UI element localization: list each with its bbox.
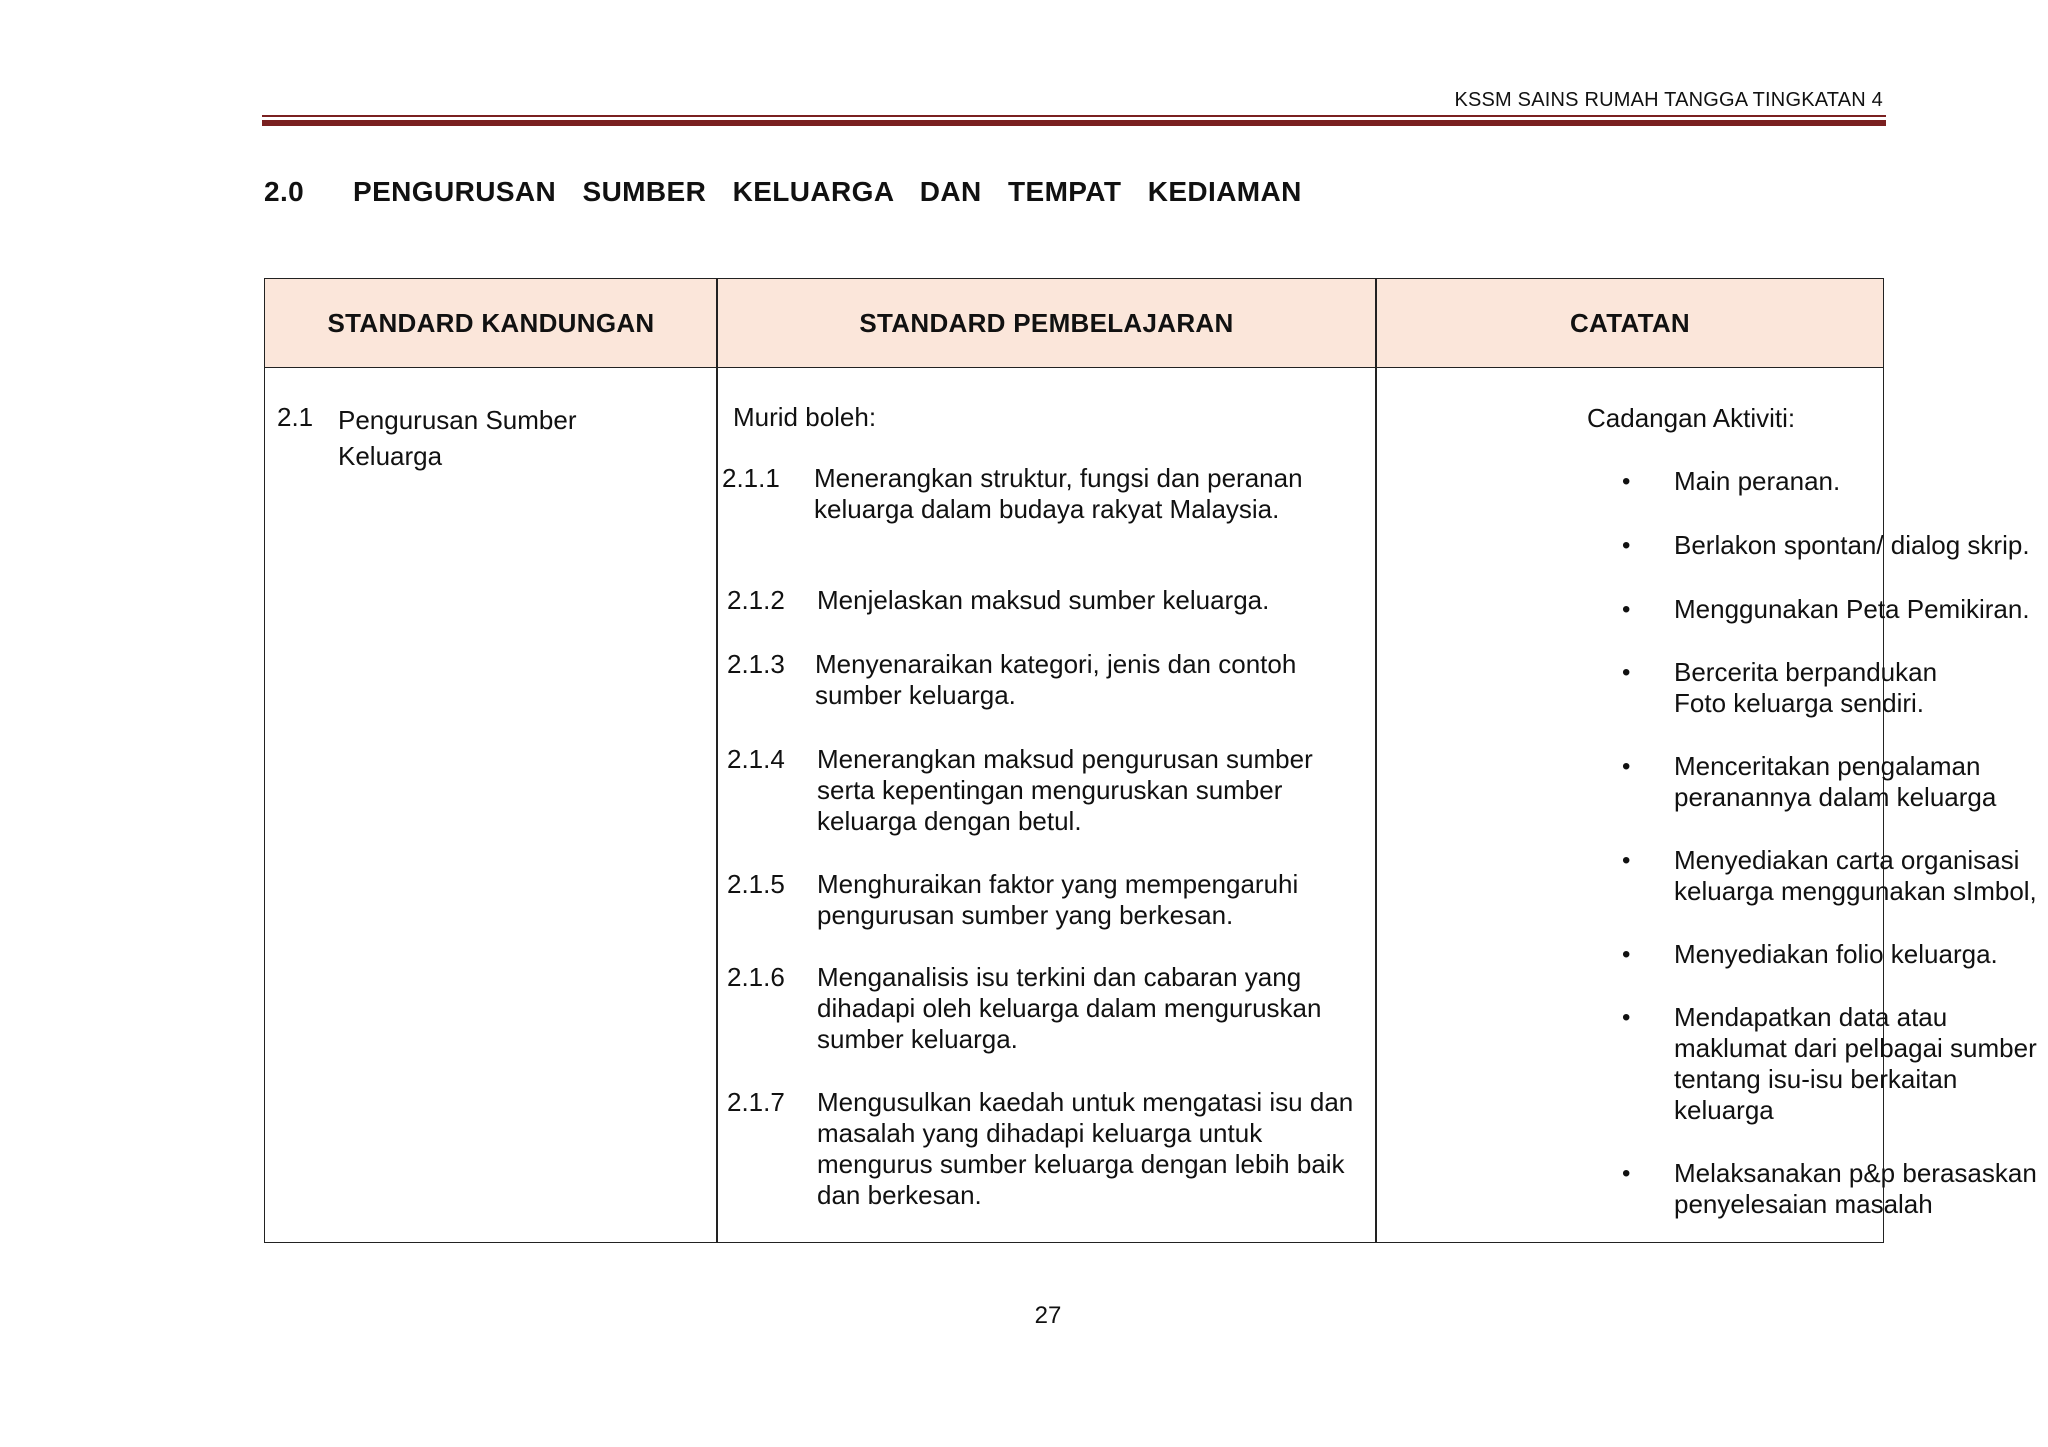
learning-standard-text: Menganalisis isu terkini dan cabaran yang dihadapi oleh keluarga dalam menguruskan sumber keluarga. (817, 962, 1322, 1054)
header-standard-pembelajaran: STANDARD PEMBELAJARAN (859, 307, 1234, 338)
learning-standard-number: 2.1.7 (727, 1087, 785, 1117)
activity-text: Berlakon spontan/ dialog skrip. (1674, 530, 2030, 560)
learning-standard-number: 2.1.3 (727, 649, 785, 679)
learning-standard-text: Mengusulkan kaedah untuk mengatasi isu dan masalah yang dihadapi keluarga untuk mengurus sumber keluarga dengan lebih baik dan berkesan. (817, 1087, 1354, 1210)
learning-standard-text: Menerangkan maksud pengurusan sumber serta kepentingan menguruskan sumber keluarga dengan betul. (817, 744, 1313, 836)
learning-standard-text: Menghuraikan faktor yang mempengaruhi pengurusan sumber yang berkesan. (817, 869, 1299, 930)
header-catatan: CATATAN (1569, 307, 1691, 338)
bullet-icon: • (1622, 596, 1631, 623)
learning-standard-text: Menyenaraikan kategori, jenis dan contoh sumber keluarga. (815, 649, 1297, 710)
section-heading (264, 176, 1302, 208)
learning-standard-number: 2.1.6 (727, 962, 785, 992)
bullet-icon: • (1622, 753, 1631, 780)
activity-text: Mendapatkan data atau maklumat dari pelbagai sumber tentang isu-isu berkaitan keluarga (1674, 1002, 2037, 1125)
learning-standard-number: 2.1.4 (727, 744, 785, 774)
bullet-icon: • (1622, 1160, 1631, 1187)
header-rule-thin (262, 115, 1886, 117)
bullet-icon: • (1622, 847, 1631, 874)
table-header-row (265, 279, 1883, 368)
learning-standard-number: 2.1.1 (722, 463, 780, 493)
column-divider (1375, 279, 1377, 1242)
notes-intro: Cadangan Aktiviti: (1587, 403, 1796, 433)
bullet-icon: • (1622, 659, 1631, 686)
section-number: 2.0 (264, 176, 305, 207)
learning-standard-number: 2.1.2 (727, 585, 785, 615)
content-standard-text: Pengurusan Sumber Keluarga (338, 405, 577, 471)
activity-text: Main peranan. (1674, 466, 1841, 496)
learning-intro: Murid boleh: (733, 402, 877, 432)
learning-standard-text: Menerangkan struktur, fungsi dan peranan keluarga dalam budaya rakyat Malaysia. (814, 463, 1303, 524)
page-number: 27 (1034, 1302, 1062, 1329)
learning-standard-number: 2.1.5 (727, 869, 785, 899)
bullet-icon: • (1622, 468, 1631, 495)
content-standard-number: 2.1 (277, 402, 314, 432)
activity-text: Menceritakan pengalaman peranannya dalam keluarga (1674, 751, 1997, 812)
bullet-icon: • (1622, 1004, 1631, 1031)
activity-text: Menyediakan folio keluarga. (1674, 939, 1998, 969)
column-divider (716, 279, 718, 1242)
running-header: KSSM SAINS RUMAH TANGGA TINGKATAN 4 (1454, 89, 1883, 111)
bullet-icon: • (1622, 532, 1631, 559)
header-rule-thick (262, 120, 1886, 126)
bullet-icon: • (1622, 941, 1631, 968)
activity-text: Bercerita berpandukan Foto keluarga sendiri. (1674, 657, 1938, 718)
header-standard-kandungan: STANDARD KANDUNGAN (327, 307, 655, 338)
section-title: PENGURUSAN SUMBER KELUARGA DAN TEMPAT KEDIAMAN (353, 176, 1302, 207)
activity-text: Menggunakan Peta Pemikiran. (1674, 594, 2030, 624)
learning-standard-text: Menjelaskan maksud sumber keluarga. (817, 585, 1270, 615)
activity-text: Menyediakan carta organisasi keluarga menggunakan sImbol, (1674, 845, 2037, 906)
curriculum-table (264, 278, 2037, 1243)
activity-text: Melaksanakan p&p berasaskan penyelesaian masalah (1674, 1158, 2037, 1219)
